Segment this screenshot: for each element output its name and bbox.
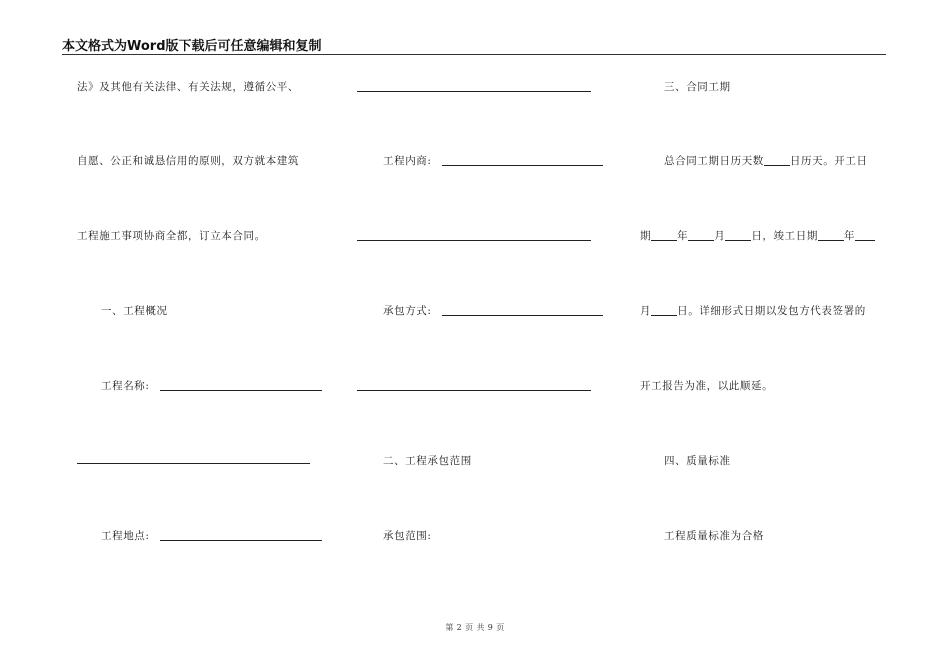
project-location-blank <box>160 540 322 541</box>
page-number: 第 2 页 共 9 页 <box>445 623 505 632</box>
contract-mode-blank <box>442 315 603 316</box>
start-day-blank <box>725 229 751 241</box>
project-name-blank-continued <box>77 463 310 464</box>
start-month-blank <box>688 229 714 241</box>
col3-line-duration <box>664 154 868 168</box>
col2-blank-line-2 <box>357 240 591 241</box>
col1-section-1-heading: 一、工程概况 <box>101 305 168 317</box>
duration-text-a: 总合同工期日历天数 <box>664 155 764 167</box>
month-text-b: 日。详细形式日期以发包方代表签署的 <box>677 305 866 317</box>
month-text-a: 月 <box>640 305 652 317</box>
col1-line-3: 工程施工事项协商全都，订立本合同。 <box>77 230 266 242</box>
duration-days-blank <box>764 154 790 166</box>
contract-mode-label: 承包方式: <box>383 305 432 317</box>
col3-section-4-heading: 四、质量标准 <box>664 455 731 467</box>
col1-line-2: 自愿、公正和诚恳信用的原则，双方就本建筑 <box>77 155 299 167</box>
date-text-d: 日，竣工日期 <box>751 230 818 242</box>
col2-blank-line-3 <box>357 390 591 391</box>
col3-line-report: 开工报告为准，以此顺延。 <box>640 380 774 392</box>
quality-standard-text: 工程质量标准为合格 <box>664 530 764 542</box>
end-day-blank <box>651 304 677 316</box>
col2-section-2-heading: 二、工程承包范围 <box>383 455 472 467</box>
project-location-label: 工程地点: <box>101 530 150 542</box>
contract-scope-label: 承包范围: <box>383 530 432 542</box>
date-text-b: 年 <box>677 230 689 242</box>
col3-line-dates <box>640 229 875 243</box>
project-name-label: 工程名称: <box>101 380 150 392</box>
date-text-c: 月 <box>714 230 726 242</box>
project-name-blank <box>160 390 322 391</box>
col2-blank-line-1 <box>357 91 591 92</box>
col3-section-3-heading: 三、合同工期 <box>664 81 731 93</box>
start-year-blank <box>651 229 677 241</box>
col1-line-1: 法》及其他有关法律、有关法规，遵循公平、 <box>77 81 299 93</box>
page-header <box>62 36 886 55</box>
duration-text-b: 日历天。开工日 <box>789 155 868 167</box>
date-text-e: 年 <box>843 230 856 242</box>
project-content-label: 工程内商: <box>383 155 432 167</box>
date-text-a: 期 <box>640 230 652 242</box>
header-title: 本文格式为Word版下载后可任意编辑和复制 <box>62 39 322 54</box>
end-year-blank <box>818 229 844 241</box>
end-month-blank <box>855 229 875 241</box>
col3-line-month <box>640 304 866 318</box>
project-content-blank <box>442 165 603 166</box>
